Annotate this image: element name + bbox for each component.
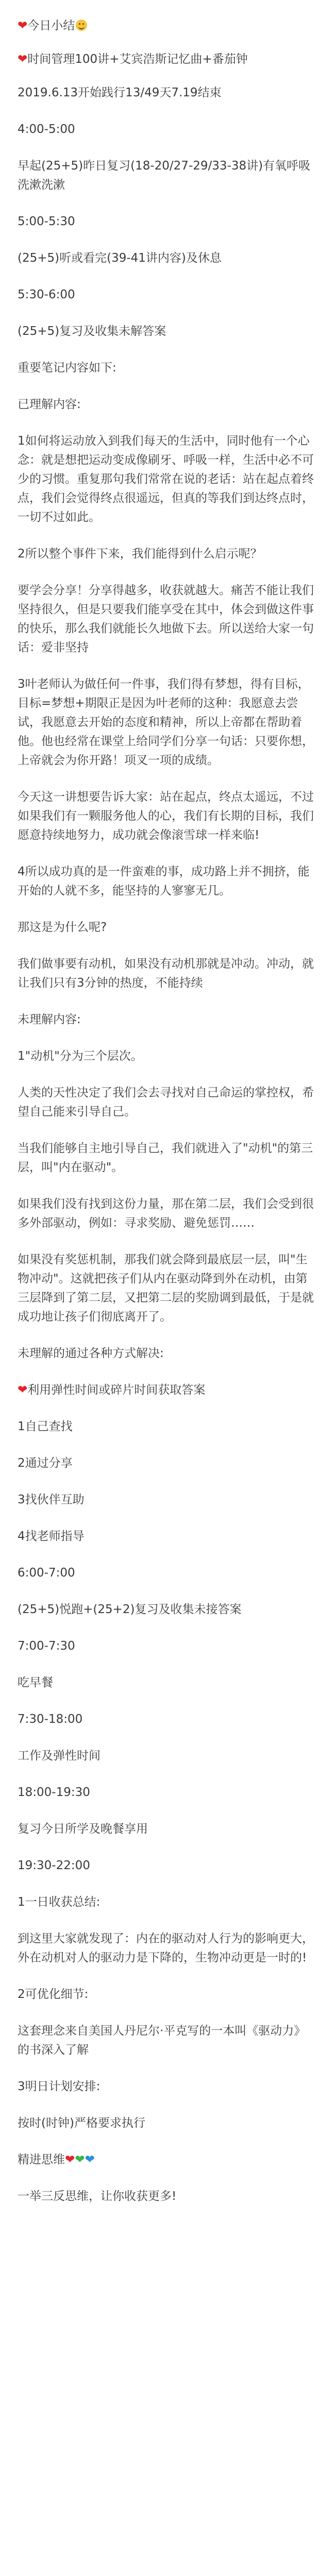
paragraph: 1"动机"分为三个层次。: [18, 1049, 143, 1063]
paragraph: 4所以成功真的是一件蛮难的事，成功路上并不拥挤，能开始的人就不多，能坚持的人寥寥无几。: [18, 865, 310, 897]
paragraph: 1如何将运动放入到我们每天的生活中，同时他有一个心念：就是想把运动变成像刷牙、呼吸一样，生活中必不可少的习惯。重复那句我们常常在说的老话：站在起点着终点，我们会觉得终点很遥远，但真的等我们到达终点时，一切不过如此。: [18, 434, 314, 524]
paragraph: 按时(时钟)严格要求执行: [18, 2116, 145, 2130]
paragraph: 到这里大家就发现了：内在的驱动对人行为的影响更大，外在动机对人的驱动力是下降的，生物冲动更是一时的!: [18, 1932, 314, 1964]
blue-heart-icon: ❤: [85, 2153, 95, 2166]
red-heart-icon: ❤: [18, 19, 28, 32]
paragraph: 我们做事要有动机，如果没有动机那就是冲动。冲动，就让我们只有3分钟的热度，不能持续: [18, 957, 314, 990]
red-heart-icon: ❤: [18, 1383, 28, 1397]
paragraph: 3找伙伴互助: [18, 1493, 85, 1506]
paragraph: 1一日收获总结:: [18, 1895, 100, 1909]
paragraph: 已理解内容:: [18, 398, 81, 411]
paragraph: 5:30-6:00: [18, 288, 75, 301]
paragraph: 7:30-18:00: [18, 1713, 83, 1726]
header-line-1: [18, 50, 317, 69]
paragraph: 如果没有奖惩机制，那我们就会降到最底层一层，叫"生物冲动"。这就把孩子们从内在驱动降到外在动机，由第三层降到了第二层，又把第二层的奖励调到最低，于是就成功地让孩子们彻底离开了。: [18, 1253, 314, 1324]
header-line-1-text: 时间管理100讲+艾宾浩斯记忆曲+番茄钟: [27, 53, 248, 66]
paragraph: 未理解内容:: [18, 1013, 81, 1026]
paragraph: 今天这一讲想要告诉大家：站在起点，终点太遥远，不过如果我们有一颗服务他人的心，我们有长期的目标，我们愿意持续地努力，成功就会像滚雪球一样来临!: [18, 790, 314, 842]
red-heart-icon: ❤: [65, 2153, 75, 2166]
paragraph: 重要笔记内容如下:: [18, 361, 116, 375]
green-heart-icon: ❤: [75, 2153, 85, 2166]
paragraph: 复习今日所学及晚餐享用: [18, 1822, 148, 1836]
paragraph: 这套理念来自美国人丹尼尔·平克写的一本叫《驱动力》的书深入了解: [18, 2024, 306, 2057]
paragraph: 3叶老师认为做任何一件事，我们得有梦想，得有目标，目标=梦想+期限正是因为叶老师的这种：我愿意去尝试，我愿意去开始的态度和精神，所以上帝都在帮助着他。他也经常在课堂上给同学们分享一句话：只要你想，上帝就会为你开路！项叉一项的成绩。: [18, 677, 314, 767]
paragraph: 7:00-7:30: [18, 1639, 75, 1653]
paragraph: 工作及弹性时间: [18, 1749, 100, 1762]
title-text: 今日小结: [27, 19, 75, 32]
paragraph: 3明日计划安排:: [18, 2080, 100, 2093]
paragraph-text: 利用弹性时间或碎片时间获取答案: [27, 1383, 206, 1397]
paragraph: 4:00-5:00: [18, 123, 75, 136]
header-line-2: 2019.6.13开始践行13/49天7.19结束: [18, 86, 222, 99]
paragraph: 6:00-7:00: [18, 1566, 75, 1580]
paragraph: 2所以整个事件下来，我们能得到什么启示呢？: [18, 547, 262, 561]
paragraph: 18:00-19:30: [18, 1786, 90, 1799]
paragraph: 早起(25+5)昨日复习(18-20/27-29/33-38讲)有氧呼吸洗漱洗漱: [18, 159, 311, 192]
paragraph: 2可优化细节:: [18, 1988, 89, 2001]
paragraph: 1自己查找: [18, 1420, 73, 1433]
paragraph: (25+5)悦跑+(25+2)复习及收集未接答案: [18, 1603, 242, 1616]
paragraph: 如果我们没有找到这份力量，那在第二层，我们会受到很多外部驱动，例如：寻求奖励、避免惩罚……: [18, 1197, 314, 1230]
paragraph: (25+5)复习及收集未解答案: [18, 325, 166, 338]
paragraph-with-heart: [18, 1381, 317, 1400]
paragraph: 19:30-22:00: [18, 1859, 90, 1872]
smile-emoji-icon: [76, 20, 87, 31]
paragraph: 那这是为什么呢?: [18, 921, 107, 934]
paragraph-with-hearts: [18, 2150, 317, 2170]
paragraph: 2通过分享: [18, 1456, 73, 1470]
red-heart-icon: ❤: [18, 53, 28, 66]
paragraph: 未理解的通过各种方式解决:: [18, 1347, 164, 1360]
paragraph-text: 精进思维: [18, 2153, 65, 2166]
paragraph: 吃早餐: [18, 1676, 53, 1689]
paragraph: 4找老师指导: [18, 1530, 85, 1543]
paragraph: 当我们能够自主地引导自己，我们就进入了"动机"的第三层，叫"内在驱动"。: [18, 1142, 313, 1174]
note-title: [18, 16, 317, 36]
paragraph: 人类的天性决定了我们会去寻找对自己命运的掌控权，希望自己能来引导自己。: [18, 1086, 314, 1118]
paragraph: (25+5)听或看完(39-41讲内容)及休息: [18, 251, 222, 265]
paragraph: 5:00-5:30: [18, 215, 75, 228]
paragraph: 一举三反思维，让你收获更多!: [18, 2190, 177, 2203]
paragraph: 要学会分享！分享得越多，收获就越大。痛苦不能让我们坚持很久，但是只要我们能享受在其中，体会到做这件事的快乐，那么我们就能长久地做下去。所以送给大家一句话：爱非坚持: [18, 584, 314, 654]
